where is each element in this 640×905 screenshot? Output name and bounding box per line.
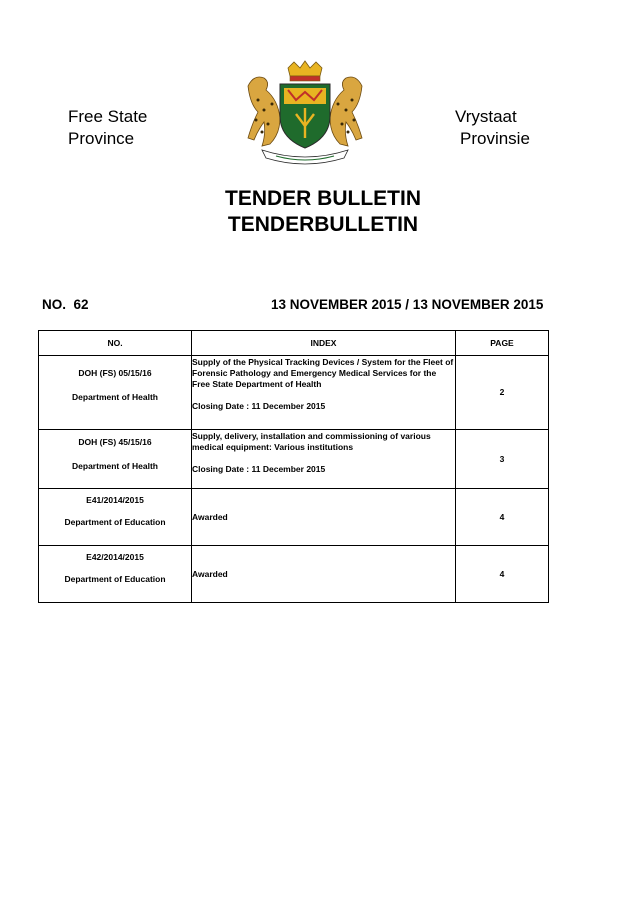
column-header-page: PAGE [456,331,549,356]
title-afrikaans: TENDERBULLETIN [227,213,419,236]
table-row [39,546,549,603]
table-row [39,430,549,489]
tender-description: Awarded [192,489,456,546]
table-header-row [39,331,549,356]
column-header-no: NO. [39,331,192,356]
page-number: 3 [456,430,549,489]
tender-number: E42/2014/2015 [86,552,144,562]
title-english: TENDER BULLETIN [225,187,421,210]
province-name-line1: Vrystaat [455,107,517,126]
tender-number: DOH (FS) 45/15/16 [78,437,152,447]
province-name-english [68,106,147,150]
province-name-afrikaans [455,106,530,150]
page-number: 4 [456,546,549,603]
closing-date: Closing Date : 11 December 2015 [192,401,326,411]
tender-description-cell [192,430,456,489]
tender-number: DOH (FS) 05/15/16 [78,368,152,378]
page-title [0,186,640,238]
tender-ref-cell [39,489,192,546]
department-name: Department of Health [72,392,158,402]
tender-description-cell [192,356,456,430]
bulletin-number: NO. 62 [42,297,89,312]
tender-number: E41/2014/2015 [86,495,144,505]
department-name: Department of Education [64,517,166,527]
tender-description: Awarded [192,546,456,603]
province-name-line2: Provinsie [460,129,530,148]
tender-ref-cell [39,356,192,430]
tender-description: Supply of the Physical Tracking Devices / System for the Fleet of Forensic Pathology and Emergency Medical Services for the Free State Department of Health [192,357,454,389]
table-row [39,356,549,430]
bulletin-date: 13 NOVEMBER 2015 / 13 NOVEMBER 2015 [271,297,544,312]
closing-date: Closing Date : 11 December 2015 [192,464,326,474]
tender-ref-cell [39,546,192,603]
department-name: Department of Health [72,461,158,471]
table-row [39,489,549,546]
page-number: 4 [456,489,549,546]
tender-index-table [38,330,549,603]
tender-description: Supply, delivery, installation and commissioning of various medical equipment: Various institutions [192,431,431,452]
column-header-index: INDEX [192,331,456,356]
coat-of-arms-logo [236,60,374,166]
department-name: Department of Education [64,574,166,584]
tender-ref-cell [39,430,192,489]
province-name-line2: Province [68,129,135,148]
province-name-line1: Free State [68,107,148,126]
page-number: 2 [456,356,549,430]
